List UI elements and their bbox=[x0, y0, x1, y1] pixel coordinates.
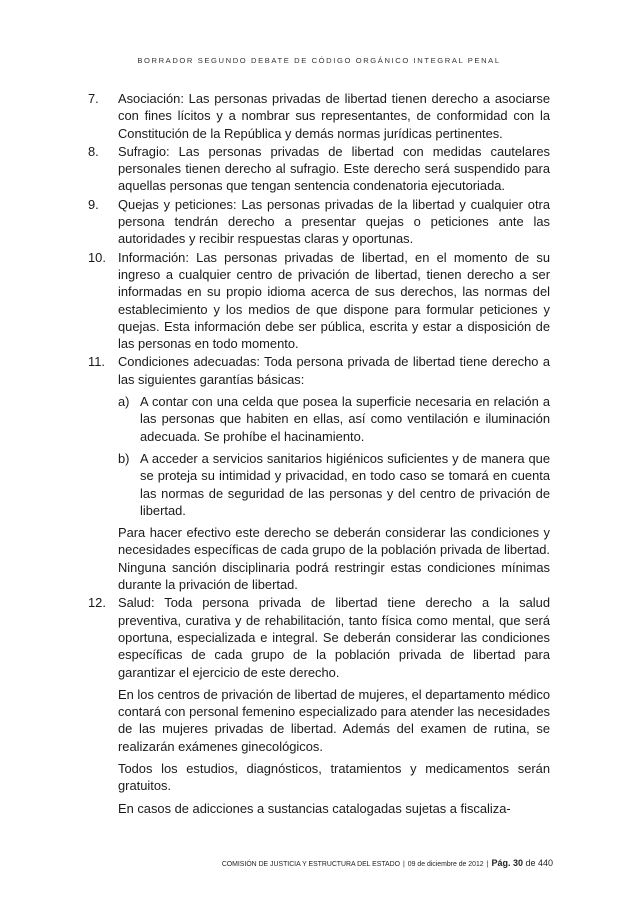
page-total: de 440 bbox=[522, 858, 553, 868]
sub-item-text: A acceder a servicios sanitarios higiénicos suficientes y de manera que se proteja su intimidad y privacidad, en todo caso se tomará en cuenta las normas de seguridad de las personas y del centro de privación de libertad. bbox=[140, 450, 550, 518]
item-paragraph: En casos de adicciones a sustancias catalogadas sujetas a fiscaliza- bbox=[118, 800, 511, 816]
document-body bbox=[88, 90, 550, 818]
item-paragraph: En los centros de privación de libertad de mujeres, el departamento médico contará con personal femenino especializado para atender las necesidades de las mujeres privadas de libertad. Además del examen de rutina, se realizarán exámenes ginecológicos. bbox=[118, 686, 550, 754]
item-paragraph: Salud: Toda persona privada de libertad tiene derecho a la salud preventiva, curativa y de rehabilitación, tanto física como mental, que será oportuna, especializada e integral. Se deberán considerar las condiciones específicas de cada grupo de la población privada de libertad para garantizar el ejercicio de este derecho. bbox=[118, 595, 550, 680]
item-number: 10. bbox=[88, 249, 106, 265]
item-number: 12. bbox=[88, 595, 106, 611]
sub-item-letter: b) bbox=[118, 450, 130, 466]
page-footer bbox=[0, 858, 553, 868]
list-item bbox=[88, 196, 550, 248]
footer-separator: | bbox=[402, 861, 405, 868]
list-item bbox=[88, 353, 550, 593]
item-paragraph: Información: Las personas privadas de libertad, en el momento de su ingreso a cualquier centro de privación de libertad, tienen derecho a ser informadas en su propio idioma acerca de sus derechos, las normas del establecimiento y los medios de que dispone para formular peticiones y quejas. Esta información debe ser pública, escrita y estar a disposición de las personas en todo momento. bbox=[118, 249, 550, 352]
sub-list-item bbox=[118, 450, 550, 519]
item-number: 7. bbox=[88, 91, 99, 106]
page-number: Pág. 30 bbox=[491, 858, 523, 868]
item-body bbox=[118, 594, 550, 817]
list-item bbox=[88, 594, 550, 817]
list-item bbox=[88, 90, 550, 142]
sub-item-letter: a) bbox=[118, 394, 130, 410]
item-body bbox=[118, 353, 550, 593]
item-paragraph: Asociación: Las personas privadas de libertad tienen derecho a asociarse con fines lícitos y a nombrar sus representantes, de conformidad con la Constitución de la República y demás normas jurídicas pertinentes. bbox=[118, 91, 550, 141]
item-number: 8. bbox=[88, 143, 99, 159]
item-body bbox=[118, 249, 550, 353]
item-number: 9. bbox=[88, 196, 99, 212]
item-body bbox=[118, 90, 550, 142]
item-body bbox=[118, 196, 550, 248]
sub-item-text: A contar con una celda que posea la superficie necesaria en relación a las personas que habiten en ellas, así como ventilación e iluminación adecuada. Se prohíbe el hacinamiento. bbox=[140, 394, 550, 444]
list-item bbox=[88, 249, 550, 353]
footer-commission: COMISIÓN DE JUSTICIA Y ESTRUCTURA DEL ESTADO bbox=[221, 861, 400, 868]
header-title: BORRADOR SEGUNDO DEBATE DE CÓDIGO ORGÁNICO INTEGRAL PENAL bbox=[137, 56, 501, 65]
item-number: 11. bbox=[88, 354, 105, 370]
item-paragraph: Quejas y peticiones: Las personas privadas de la libertad y cualquier otra persona tendrán derecho a presentar quejas o peticiones ante las autoridades y recibir respuestas claras y oportunas. bbox=[118, 196, 550, 247]
running-header bbox=[0, 56, 638, 65]
item-paragraph: Sufragio: Las personas privadas de libertad con medidas cautelares personales tienen derecho al sufragio. Este derecho será suspendido para aquellas personas que tengan sentencia condenatoria ejecutoriada. bbox=[118, 143, 550, 194]
item-paragraph: Condiciones adecuadas: Toda persona privada de libertad tiene derecho a las siguientes garantías básicas: bbox=[118, 354, 550, 387]
footer-separator: | bbox=[486, 861, 489, 868]
sub-list-item bbox=[118, 393, 550, 445]
item-paragraph: Para hacer efectivo este derecho se deberán considerar las condiciones y necesidades específicas de cada grupo de la población privada de libertad. Ninguna sanción disciplinaria podrá restringir estas condiciones mínimas durante la privación de libertad. bbox=[118, 525, 550, 593]
list-item bbox=[88, 143, 550, 195]
item-paragraph: Todos los estudios, diagnósticos, tratamientos y medicamentos serán gratuitos. bbox=[118, 760, 550, 794]
item-body bbox=[118, 143, 550, 195]
footer-date: 09 de diciembre de 2012 bbox=[407, 861, 484, 868]
